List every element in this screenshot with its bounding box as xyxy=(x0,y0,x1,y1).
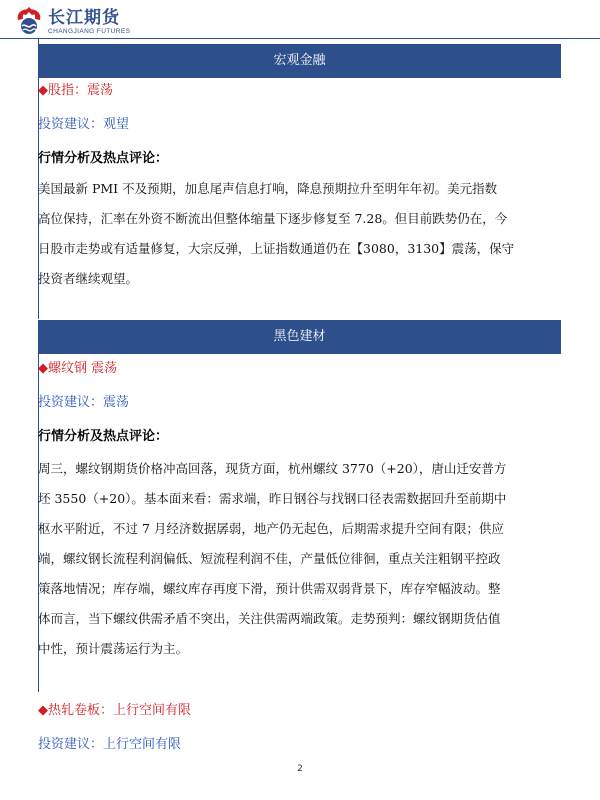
company-logo xyxy=(14,6,130,38)
logo-english-name: CHANGJIANG FUTURES xyxy=(48,28,131,35)
changjiang-logo-icon xyxy=(14,6,44,38)
section-band-black-building: 黑色建材 xyxy=(38,320,561,354)
page-number: 2 xyxy=(297,764,303,774)
paragraph-line: 美国最新 PMI 不及预期，加息尾声信息打响，降息预期拉升至明年年初。美元指数 xyxy=(38,181,498,196)
paragraph-line: 端，螺纹钢长流程利润偏低、短流程利润不佳，产量低位徘徊，重点关注粗钢平控政 xyxy=(38,551,501,566)
analysis-paragraph-macro xyxy=(38,174,568,294)
item-hot-rolled-coil: ◆热轧卷板：上行空间有限 xyxy=(38,703,191,718)
header-divider xyxy=(0,38,600,39)
advice-stock-index: 投资建议：观望 xyxy=(38,117,130,132)
analysis-heading: 行情分析及热点评论： xyxy=(38,429,169,444)
paragraph-line: 周三，螺纹钢期货价格冲高回落，现货方面，杭州螺纹 3770（+20），唐山迁安普方 xyxy=(38,461,507,476)
paragraph-line: 体而言，当下螺纹供需矛盾不突出，关注供需两端政策。走势预判：螺纹钢期货估值 xyxy=(38,611,501,626)
logo-chinese-name: 长江期货 xyxy=(48,8,120,28)
paragraph-line: 坯 3550（+20）。基本面来看：需求端，昨日钢谷与找钢口径表需数据回升至前期中 xyxy=(38,491,507,506)
analysis-paragraph-rebar xyxy=(38,454,568,664)
item-rebar: ◆螺纹钢 震荡 xyxy=(38,361,118,376)
analysis-heading: 行情分析及热点评论： xyxy=(38,151,169,166)
paragraph-line: 中性，预计震荡运行为主。 xyxy=(38,641,189,656)
paragraph-line: 高位保持，汇率在外资不断流出但整体缩量下逐步修复至 7.28。但目前跌势仍在，今 xyxy=(38,211,508,226)
paragraph-line: 策落地情况；库存端，螺纹库存再度下滑，预计供需双弱背景下，库存窄幅波动。整 xyxy=(38,581,501,596)
section-band-macro: 宏观金融 xyxy=(38,44,561,78)
paragraph-line: 日股市走势或有适量修复，大宗反弹，上证指数通道仍在【3080，3130】震荡，保守 xyxy=(38,241,515,256)
paragraph-line: 投资者继续观望。 xyxy=(38,271,139,286)
item-stock-index: ◆股指：震荡 xyxy=(38,83,113,98)
logo-text xyxy=(48,8,130,36)
advice-hot-rolled-coil: 投资建议：上行空间有限 xyxy=(38,737,182,752)
advice-rebar: 投资建议：震荡 xyxy=(38,395,130,410)
paragraph-line: 枢水平附近，不过 7 月经济数据孱弱，地产仍无起色，后期需求提升空间有限；供应 xyxy=(38,521,504,536)
